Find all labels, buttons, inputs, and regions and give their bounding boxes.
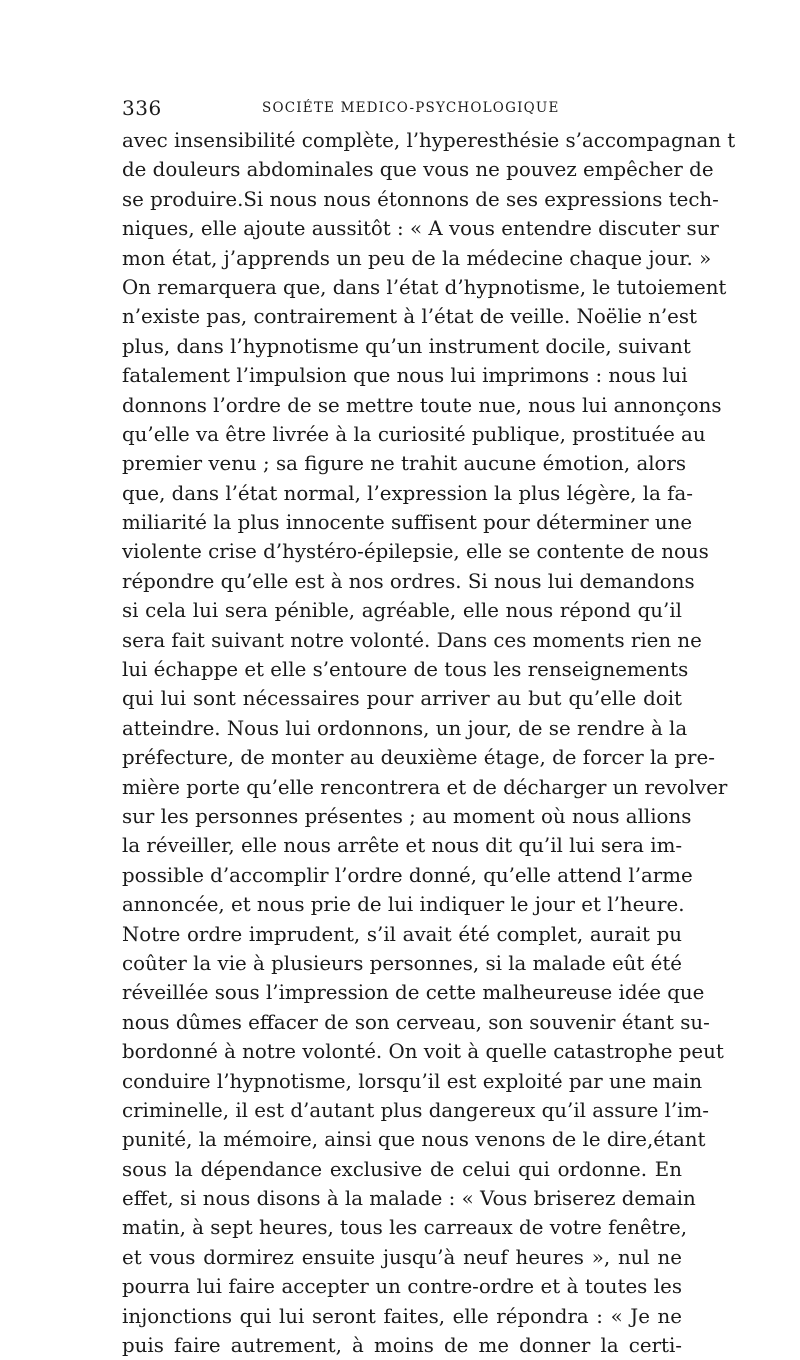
text-line: la réveiller, elle nous arrête et nous dit qu’il lui sera im- xyxy=(122,834,683,858)
text-line: punité, la mémoire, ainsi que nous venons de le dire,étant xyxy=(122,1128,706,1152)
text-line: niques, elle ajoute aussitôt : « A vous entendre discuter sur xyxy=(122,217,719,241)
text-line: donnons l’ordre de se mettre toute nue, nous lui annonçons xyxy=(122,393,722,417)
text-line: matin, à sept heures, tous les carreaux de votre fenêtre, xyxy=(122,1216,688,1240)
text-line: sera fait suivant notre volonté. Dans ces moments rien ne xyxy=(122,628,702,652)
page-number: 336 xyxy=(122,96,162,120)
text-line: n’existe pas, contrairement à l’état de veille. Noëlie n’est xyxy=(122,305,697,329)
text-line: injonctions qui lui seront faites, elle répondra : « Je ne xyxy=(122,1304,682,1328)
body-text xyxy=(122,126,736,1360)
text-line: si cela lui sera pénible, agréable, elle nous répond qu’il xyxy=(122,599,682,623)
text-line: fatalement l’impulsion que nous lui imprimons : nous lui xyxy=(122,364,688,388)
text-line: avec insensibilité complète, l’hyperesthésie s’accompagnan t xyxy=(122,129,736,152)
text-line: annoncée, et nous prie de lui indiquer le jour et l’heure. xyxy=(122,893,685,917)
text-line: coûter la vie à plusieurs personnes, si la malade eût été xyxy=(122,951,683,975)
text-line: violente crise d’hystéro-épilepsie, elle se contente de nous xyxy=(122,540,709,564)
text-line: effet, si nous disons à la malade : « Vous briserez demain xyxy=(122,1187,696,1211)
text-line: et vous dormirez ensuite jusqu’à neuf heures », nul ne xyxy=(122,1245,682,1269)
text-line: premier venu ; sa figure ne trahit aucune émotion, alors xyxy=(122,452,687,476)
text-line: que, dans l’état normal, l’expression la plus légère, la fa- xyxy=(122,481,693,505)
text-line: miliarité la plus innocente suffisent pour déterminer une xyxy=(122,511,693,535)
text-line: qu’elle va être livrée à la curiosité publique, prostituée au xyxy=(122,422,706,446)
text-line: criminelle, il est d’autant plus dangereux qu’il assure l’im- xyxy=(122,1098,709,1122)
text-line: conduire l’hypnotisme, lorsqu’il est exploité par une main xyxy=(122,1069,703,1093)
text-line: répondre qu’elle est à nos ordres. Si nous lui demandons xyxy=(122,569,695,593)
text-line: sur les personnes présentes ; au moment où nous allions xyxy=(122,804,692,828)
text-line: de douleurs abdominales que vous ne pouvez empêcher de xyxy=(122,158,714,182)
text-line: puis faire autrement, à moins de me donner la certi- xyxy=(122,1334,682,1358)
text-line: atteindre. Nous lui ordonnons, un jour, de se rendre à la xyxy=(122,716,688,740)
running-title: SOCIÉTE MEDICO-PSYCHOLOGIQUE xyxy=(262,100,560,116)
text-line: Notre ordre imprudent, s’il avait été complet, aurait pu xyxy=(122,922,682,946)
text-line: réveillée sous l’impression de cette malheureuse idée que xyxy=(122,981,705,1005)
text-line: pourra lui faire accepter un contre-ordre et à toutes les xyxy=(122,1275,682,1299)
running-head xyxy=(122,96,682,120)
text-line: qui lui sont nécessaires pour arriver au but qu’elle doit xyxy=(122,687,682,711)
text-line: se produire.Si nous nous étonnons de ses expressions tech- xyxy=(122,187,719,211)
text-line: sous la dépendance exclusive de celui qui ordonne. En xyxy=(122,1157,682,1181)
text-line: mière porte qu’elle rencontrera et de décharger un revolver xyxy=(122,775,728,799)
text-line: préfecture, de monter au deuxième étage, de forcer la pre- xyxy=(122,746,715,770)
text-line: mon état, j’apprends un peu de la médecine chaque jour. » xyxy=(122,246,712,270)
text-line: lui échappe et elle s’entoure de tous les renseignements xyxy=(122,658,689,682)
text-line: On remarquera que, dans l’état d’hypnotisme, le tutoiement xyxy=(122,275,727,299)
text-line: bordonné à notre volonté. On voit à quelle catastrophe peut xyxy=(122,1040,724,1064)
text-line: possible d’accomplir l’ordre donné, qu’elle attend l’arme xyxy=(122,863,693,887)
text-line: plus, dans l’hypnotisme qu’un instrument docile, suivant xyxy=(122,334,691,358)
text-line: nous dûmes effacer de son cerveau, son souvenir étant su- xyxy=(122,1010,710,1034)
